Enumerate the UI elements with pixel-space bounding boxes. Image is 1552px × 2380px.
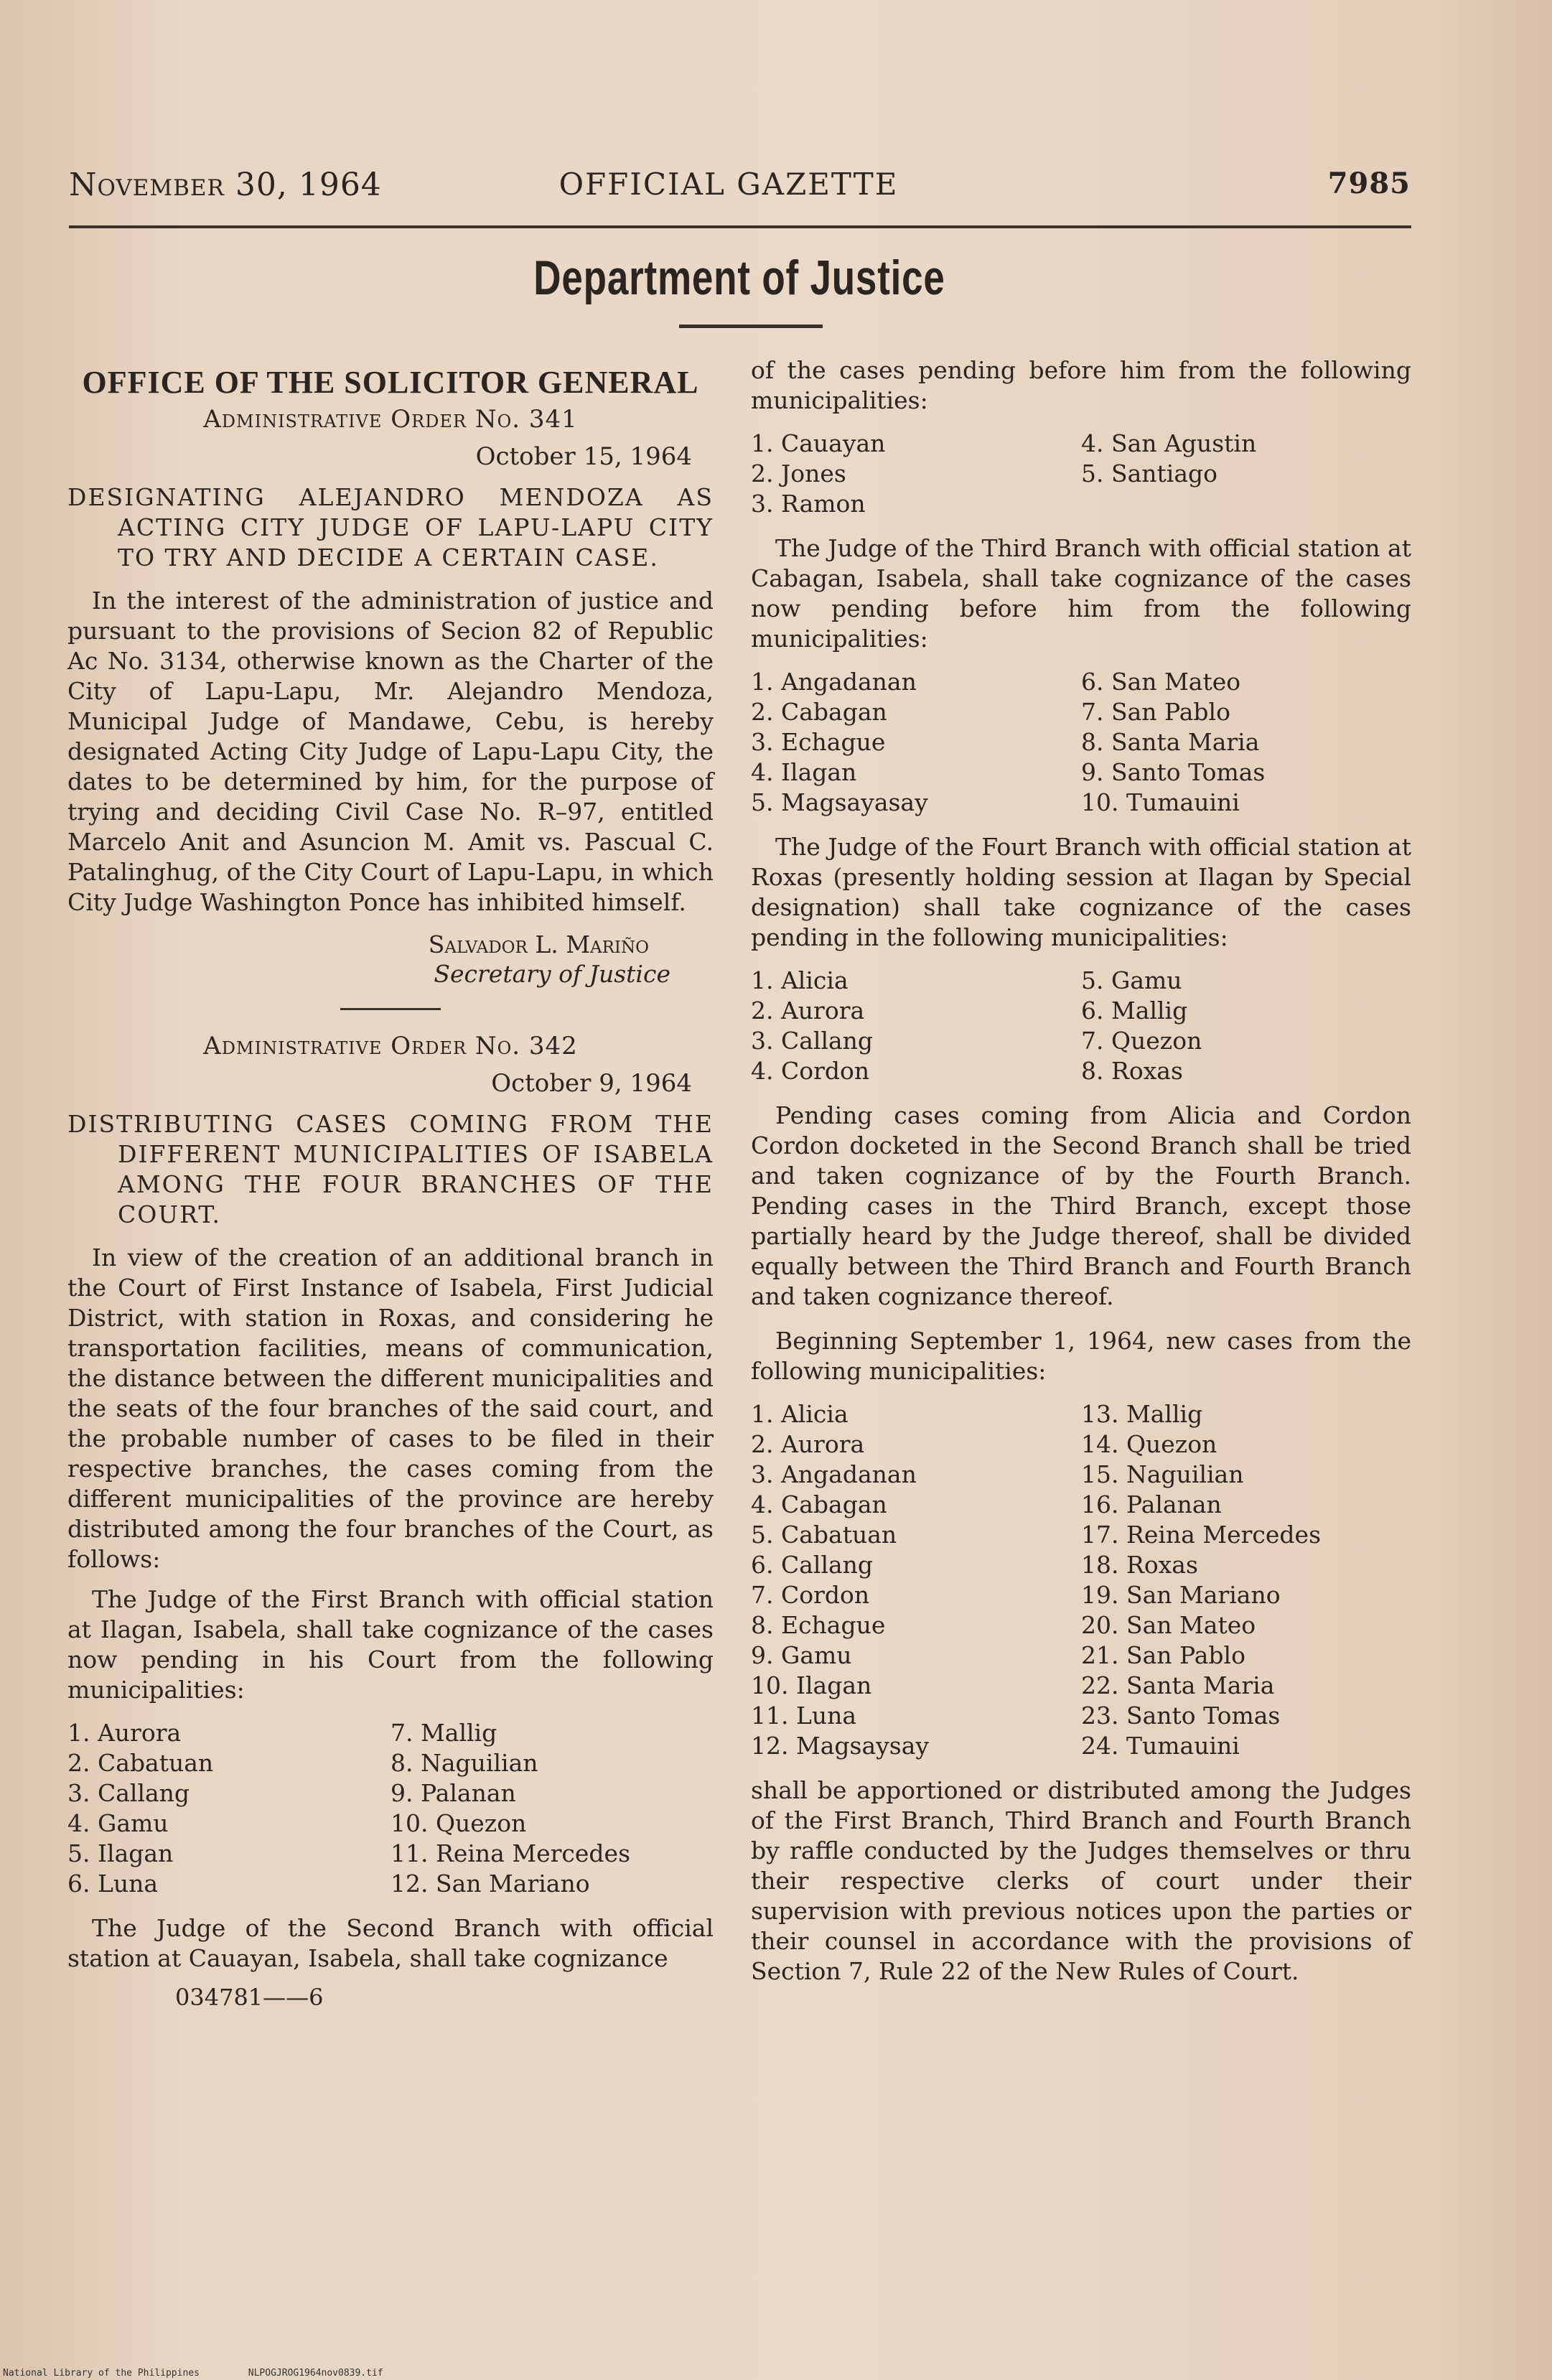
list-item: 8. Roxas <box>1081 1057 1183 1085</box>
header-date: November 30, 1964 <box>69 167 382 203</box>
order-341-date: October 15, 1964 <box>475 442 692 471</box>
closing-text: shall be apportioned or distributed among the Judges of the First Branch, Third Branch and Fourth Branch by raffle conducted by the Judges themselves or thru their respective clerks of court under their supervision with previous notices upon the parties or their counsel in accordance with the provisions of Section 7, Rule 22 of the New Rules of Court. <box>751 1776 1411 1985</box>
office-heading: OFFICE OF THE SOLICITOR GENERAL <box>82 365 699 400</box>
list-item: 8. Echague <box>751 1611 886 1639</box>
left-column <box>67 355 714 2011</box>
list-item: 1. Angadanan <box>751 668 917 696</box>
section-divider <box>340 1008 441 1010</box>
list-item: 7. San Pablo <box>1081 698 1230 726</box>
list-item: 18. Roxas <box>1081 1551 1198 1579</box>
list-item: 24. Tumauini <box>1081 1732 1240 1760</box>
list-item: 8. Naguilian <box>391 1749 538 1777</box>
order-341-signatory-title: Secretary of Justice <box>434 960 670 988</box>
list-item: 2. Aurora <box>751 1430 865 1458</box>
header-rule <box>69 225 1411 228</box>
third-branch-text: The Judge of the Third Branch with official station at Cabagan, Isabela, shall take cognizance of the cases now pending before him from the following municipalities: <box>751 534 1411 653</box>
list-item: 6. San Mateo <box>1081 668 1241 696</box>
list-item: 4. Gamu <box>67 1809 169 1837</box>
list-item: 10. Ilagan <box>751 1671 872 1699</box>
list-item: 17. Reina Mercedes <box>1081 1521 1322 1549</box>
list-item: 4. Cordon <box>751 1057 870 1085</box>
department-rule <box>679 325 823 328</box>
list-item: 9. Santo Tomas <box>1081 758 1266 786</box>
list-item: 5. Gamu <box>1081 966 1182 994</box>
list-item: 11. Reina Mercedes <box>391 1839 631 1867</box>
fourth-branch-text: The Judge of the Fourt Branch with official station at Roxas (presently holding session at Ilagan by Special designation) shall take cognizance of the cases pending in the following municipalities: <box>751 833 1411 951</box>
list-item: 1. Aurora <box>67 1719 182 1747</box>
fourth-branch-list <box>751 966 1411 1086</box>
order-342-date: October 9, 1964 <box>491 1069 692 1098</box>
list-item: 12. Magsaysay <box>751 1732 930 1760</box>
order-341-body: In the interest of the administration of justice and pursuant to the provisions of Secion 82 of Republic Ac No. 3134, otherwise known as the Charter of the City of Lapu-Lapu, Mr. Alejandro Mendoza, Municipal Judge of Mandawe, Cebu, is hereby designated Acting City Judge of Lapu-Lapu City, the dates to be determined by him, for the purpose of trying and deciding Civil Case No. R–97, entitled Marcelo Anit and Asuncion M. Amit vs. Pascual C. Patalinghug, of the City Court of Lapu-Lapu, in which City Judge Washington Ponce has inhibited himself. <box>67 587 714 916</box>
list-item: 13. Mallig <box>1081 1400 1203 1428</box>
list-item: 3. Callang <box>67 1779 190 1807</box>
order-341-heading: Administrative Order No. 341 <box>203 405 578 434</box>
print-code: 034781——6 <box>175 1984 324 2011</box>
list-item: 21. San Pablo <box>1081 1641 1245 1669</box>
first-branch-text: The Judge of the First Branch with official station at Ilagan, Isabela, shall take cognizance of the cases now pending in his Court from the following municipalities: <box>67 1585 714 1704</box>
list-item: 2. Cabagan <box>751 698 887 726</box>
list-item: 7. Cordon <box>751 1581 870 1609</box>
footer-filename: NLPOGJROG1964nov0839.tif <box>248 2368 383 2379</box>
list-item: 3. Ramon <box>751 490 866 518</box>
second-branch-text-a: The Judge of the Second Branch with official station at Cauayan, Isabela, shall take cognizance <box>67 1914 714 1972</box>
list-item: 5. Magsayasay <box>751 788 928 816</box>
list-item: 7. Quezon <box>1081 1027 1202 1055</box>
list-item: 3. Callang <box>751 1027 874 1055</box>
list-item: 2. Aurora <box>751 997 865 1025</box>
list-item: 5. Cabatuan <box>751 1521 897 1549</box>
pending-cases-text: Pending cases coming from Alicia and Cordon Cordon docketed in the Second Branch shall be tried and taken cognizance of by the Fourth Branch. Pending cases in the Third Branch, except those partially heard by the Judge thereof, shall be divided equally between the Third Branch and Fourth Branch and taken cognizance thereof. <box>751 1101 1411 1310</box>
list-item: 15. Naguilian <box>1081 1460 1244 1488</box>
list-item: 10. Quezon <box>391 1809 527 1837</box>
first-branch-list <box>67 1718 714 1899</box>
list-item: 6. Mallig <box>1081 997 1188 1025</box>
second-branch-text-b: of the cases pending before him from the following municipalities: <box>751 356 1411 414</box>
order-341-title: DESIGNATING ALEJANDRO MENDOZA AS ACTING CITY JUDGE OF LAPU-LAPU CITY TO TRY AND DECIDE A CERTAIN CASE. <box>67 483 714 571</box>
list-item: 14. Quezon <box>1081 1430 1217 1458</box>
second-branch-list <box>751 429 1411 519</box>
list-item: 5. Santiago <box>1081 459 1217 487</box>
list-item: 9. Gamu <box>751 1641 852 1669</box>
list-item: 7. Mallig <box>391 1719 497 1747</box>
third-branch-list <box>751 667 1411 818</box>
order-342-heading: Administrative Order No. 342 <box>203 1032 578 1060</box>
list-item: 8. Santa Maria <box>1081 728 1260 756</box>
list-item: 22. Santa Maria <box>1081 1671 1275 1699</box>
list-item: 3. Angadanan <box>751 1460 917 1488</box>
list-item: 4. Cabagan <box>751 1490 887 1518</box>
department-title: Department of Justice <box>533 251 945 305</box>
list-item: 4. Ilagan <box>751 758 857 786</box>
list-item: 6. Luna <box>67 1870 159 1898</box>
right-column <box>751 355 1411 1987</box>
order-341-signatory: Salvador L. Mariño <box>428 930 649 958</box>
list-item: 1. Alicia <box>751 1400 849 1428</box>
list-item: 3. Echague <box>751 728 886 756</box>
list-item: 6. Callang <box>751 1551 874 1579</box>
list-item: 1. Cauayan <box>751 429 886 457</box>
list-item: 11. Luna <box>751 1702 857 1730</box>
header-publication: OFFICIAL GAZETTE <box>558 167 899 202</box>
scan-footer <box>3 2368 426 2379</box>
new-cases-text: Beginning September 1, 1964, new cases from the following municipalities: <box>751 1327 1411 1385</box>
header-page-number: 7985 <box>1327 167 1411 200</box>
list-item: 23. Santo Tomas <box>1081 1702 1281 1730</box>
order-342-intro: In view of the creation of an additional branch in the Court of First Instance of Isabela, First Judicial District, with station in Roxas, and considering he transportation facilities, means of communication, the distance between the different municipalities and the seats of the four branches of the said court, and the probable number of cases to be filed in their respective branches, the cases coming from the different municipalities of the province are hereby distributed among the four branches of the Court, as follows: <box>67 1243 714 1573</box>
list-item: 19. San Mariano <box>1081 1581 1281 1609</box>
new-cases-list <box>751 1399 1411 1761</box>
list-item: 20. San Mateo <box>1081 1611 1256 1639</box>
list-item: 16. Palanan <box>1081 1490 1222 1518</box>
footer-library: National Library of the Philippines <box>3 2368 200 2379</box>
list-item: 9. Palanan <box>391 1779 516 1807</box>
list-item: 4. San Agustin <box>1081 429 1257 457</box>
list-item: 2. Cabatuan <box>67 1749 214 1777</box>
order-342-title: DISTRIBUTING CASES COMING FROM THE DIFFERENT MUNICIPALITIES OF ISABELA AMONG THE FOUR BRANCHES OF THE COURT. <box>67 1110 714 1228</box>
list-item: 2. Jones <box>751 459 846 487</box>
list-item: 10. Tumauini <box>1081 788 1240 816</box>
list-item: 5. Ilagan <box>67 1839 174 1867</box>
list-item: 1. Alicia <box>751 966 849 994</box>
list-item: 12. San Mariano <box>391 1870 590 1898</box>
